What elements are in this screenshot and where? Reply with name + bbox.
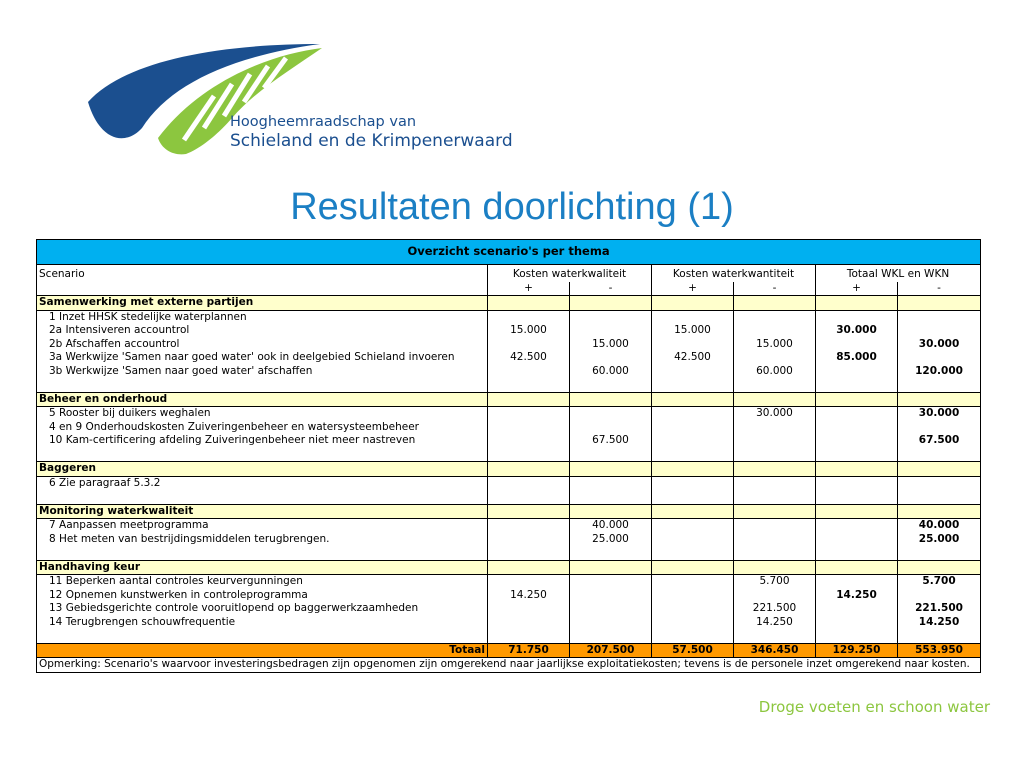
spacer-cell <box>570 490 652 504</box>
header-row <box>37 265 981 282</box>
total-value-cell <box>898 476 981 490</box>
total-value-cell <box>816 421 898 435</box>
cost-value-cell <box>734 351 816 365</box>
total-value-cell <box>898 310 981 324</box>
cost-group-header: Totaal WKL en WKN <box>816 265 981 282</box>
spacer-cell <box>816 546 898 560</box>
scenario-name: 3b Werkwijze 'Samen naar goed water' afschaffen <box>37 365 488 379</box>
spacer-cell <box>898 629 981 643</box>
cost-value-cell <box>652 575 734 589</box>
spacer-cell <box>816 448 898 462</box>
section-cell <box>652 560 734 575</box>
total-value-cell <box>898 324 981 338</box>
cost-value-cell <box>570 310 652 324</box>
cost-value-cell <box>652 421 734 435</box>
section-cell <box>570 462 652 477</box>
spacer-cell <box>734 490 816 504</box>
spacer-cell <box>488 448 570 462</box>
sign-header: - <box>898 282 981 296</box>
cost-value-cell <box>488 519 570 533</box>
section-title: Handhaving keur <box>37 560 488 575</box>
tagline: Droge voeten en schoon water <box>758 698 990 716</box>
cost-value-cell <box>570 351 652 365</box>
table-row <box>37 365 981 379</box>
cost-value-cell: 40.000 <box>570 519 652 533</box>
total-value-cell <box>816 533 898 547</box>
table-note: Opmerking: Scenario's waarvoor investeringsbedragen zijn opgenomen zijn omgerekend naar jaarlijkse exploitatiekosten; tevens is de personele inzet omgerekend naar kosten. <box>37 658 981 673</box>
section-cell <box>816 560 898 575</box>
cost-value-cell <box>652 310 734 324</box>
total-value-cell: 14.250 <box>898 616 981 630</box>
section-header-row <box>37 462 981 477</box>
cost-value-cell <box>734 421 816 435</box>
cost-value-cell: 14.250 <box>734 616 816 630</box>
scenario-name: 12 Opnemen kunstwerken in controleprogramma <box>37 589 488 603</box>
cost-value-cell <box>570 476 652 490</box>
scenario-name: 8 Het meten van bestrijdingsmiddelen terugbrengen. <box>37 533 488 547</box>
section-header-row <box>37 392 981 407</box>
total-value-cell <box>816 476 898 490</box>
section-cell <box>734 392 816 407</box>
section-header-row <box>37 296 981 311</box>
table-row <box>37 533 981 547</box>
cost-value-cell <box>570 616 652 630</box>
spacer-cell <box>488 629 570 643</box>
section-cell <box>898 504 981 519</box>
scenario-overview-table <box>36 239 981 673</box>
total-value-cell <box>816 575 898 589</box>
sign-header: + <box>488 282 570 296</box>
total-value-cell <box>898 421 981 435</box>
total-value-cell <box>816 338 898 352</box>
scenario-name: 7 Aanpassen meetprogramma <box>37 519 488 533</box>
spacer-cell <box>816 490 898 504</box>
total-value-cell: 40.000 <box>898 519 981 533</box>
table-caption: Overzicht scenario's per thema <box>37 240 981 265</box>
total-value: 71.750 <box>488 643 570 658</box>
spacer-cell <box>488 546 570 560</box>
section-spacer-row <box>37 448 981 462</box>
scenario-name: 2b Afschaffen accountrol <box>37 338 488 352</box>
cost-value-cell: 14.250 <box>488 589 570 603</box>
cost-value-cell <box>652 338 734 352</box>
scenario-name: 6 Zie paragraaf 5.3.2 <box>37 476 488 490</box>
organization-name <box>230 114 513 151</box>
org-name-line1: Hoogheemraadschap van <box>230 114 417 130</box>
spacer-cell <box>816 629 898 643</box>
cost-value-cell <box>570 421 652 435</box>
table-row <box>37 351 981 365</box>
spacer-cell <box>898 378 981 392</box>
total-value-cell <box>816 602 898 616</box>
section-cell <box>898 392 981 407</box>
spacer-cell <box>37 546 488 560</box>
table-row <box>37 602 981 616</box>
cost-group-header: Kosten waterkwaliteit <box>488 265 652 282</box>
total-value-cell: 5.700 <box>898 575 981 589</box>
cost-value-cell <box>488 310 570 324</box>
section-title: Beheer en onderhoud <box>37 392 488 407</box>
sign-header: - <box>570 282 652 296</box>
total-value-cell: 120.000 <box>898 365 981 379</box>
scenario-column-header: Scenario <box>37 265 488 282</box>
cost-value-cell: 15.000 <box>734 338 816 352</box>
cost-value-cell: 15.000 <box>652 324 734 338</box>
cost-value-cell <box>652 365 734 379</box>
cost-value-cell <box>488 616 570 630</box>
cost-value-cell: 15.000 <box>570 338 652 352</box>
cost-value-cell: 42.500 <box>488 351 570 365</box>
scenario-name: 2a Intensiveren accountrol <box>37 324 488 338</box>
table-row <box>37 421 981 435</box>
totals-row <box>37 643 981 658</box>
note-row <box>37 658 981 673</box>
spacer-cell <box>37 629 488 643</box>
spacer-cell <box>488 378 570 392</box>
spacer-cell <box>898 490 981 504</box>
section-cell <box>734 296 816 311</box>
cost-value-cell <box>652 519 734 533</box>
cost-value-cell <box>734 324 816 338</box>
cost-value-cell <box>652 434 734 448</box>
total-value-cell <box>816 519 898 533</box>
cost-value-cell <box>570 575 652 589</box>
cost-value-cell <box>488 476 570 490</box>
section-cell <box>488 392 570 407</box>
table-row <box>37 324 981 338</box>
section-cell <box>652 462 734 477</box>
section-cell <box>570 560 652 575</box>
table-row <box>37 476 981 490</box>
total-value-cell <box>898 351 981 365</box>
section-cell <box>570 504 652 519</box>
cost-value-cell <box>652 476 734 490</box>
section-cell <box>734 560 816 575</box>
total-value-cell: 85.000 <box>816 351 898 365</box>
spacer-cell <box>734 546 816 560</box>
spacer-cell <box>734 378 816 392</box>
section-cell <box>488 462 570 477</box>
cost-value-cell <box>652 407 734 421</box>
section-cell <box>816 392 898 407</box>
cost-value-cell <box>652 533 734 547</box>
spacer-cell <box>37 490 488 504</box>
scenario-name: 14 Terugbrengen schouwfrequentie <box>37 616 488 630</box>
sign-row <box>37 282 981 296</box>
sign-header: + <box>816 282 898 296</box>
spacer-cell <box>734 629 816 643</box>
section-cell <box>734 462 816 477</box>
spacer-cell <box>570 448 652 462</box>
table-row <box>37 434 981 448</box>
totals-label: Totaal <box>37 643 488 658</box>
total-value-cell: 67.500 <box>898 434 981 448</box>
section-cell <box>652 392 734 407</box>
cost-value-cell <box>570 589 652 603</box>
section-spacer-row <box>37 629 981 643</box>
section-header-row <box>37 560 981 575</box>
total-value: 346.450 <box>734 643 816 658</box>
total-value-cell <box>898 589 981 603</box>
section-cell <box>898 462 981 477</box>
scenario-name: 1 Inzet HHSK stedelijke waterplannen <box>37 310 488 324</box>
cost-value-cell <box>488 602 570 616</box>
section-cell <box>488 560 570 575</box>
sign-header: - <box>734 282 816 296</box>
total-value-cell: 221.500 <box>898 602 981 616</box>
section-title: Baggeren <box>37 462 488 477</box>
cost-value-cell <box>488 407 570 421</box>
section-cell <box>652 296 734 311</box>
org-name-line2: Schieland en de Krimpenerwaard <box>230 131 513 151</box>
section-title: Samenwerking met externe partijen <box>37 296 488 311</box>
cost-value-cell <box>488 434 570 448</box>
scenario-name: 10 Kam-certificering afdeling Zuiveringenbeheer niet meer nastreven <box>37 434 488 448</box>
cost-value-cell: 30.000 <box>734 407 816 421</box>
scenario-name: 5 Rooster bij duikers weghalen <box>37 407 488 421</box>
cost-value-cell <box>652 589 734 603</box>
total-value: 553.950 <box>898 643 981 658</box>
total-value-cell: 30.000 <box>898 407 981 421</box>
total-value-cell: 30.000 <box>898 338 981 352</box>
cost-value-cell <box>734 533 816 547</box>
spacer-cell <box>898 546 981 560</box>
section-cell <box>488 504 570 519</box>
cost-value-cell <box>570 407 652 421</box>
section-header-row <box>37 504 981 519</box>
total-value: 129.250 <box>816 643 898 658</box>
cost-value-cell: 221.500 <box>734 602 816 616</box>
cost-value-cell: 60.000 <box>570 365 652 379</box>
section-cell <box>488 296 570 311</box>
section-cell <box>816 462 898 477</box>
section-cell <box>570 392 652 407</box>
scenario-name: 4 en 9 Onderhoudskosten Zuiveringenbeheer en watersysteembeheer <box>37 421 488 435</box>
cost-value-cell <box>488 575 570 589</box>
section-title: Monitoring waterkwaliteit <box>37 504 488 519</box>
cost-value-cell <box>570 324 652 338</box>
section-cell <box>816 296 898 311</box>
section-spacer-row <box>37 546 981 560</box>
table-caption-row <box>37 240 981 265</box>
spacer-cell <box>570 378 652 392</box>
section-spacer-row <box>37 378 981 392</box>
spacer-cell <box>898 448 981 462</box>
section-spacer-row <box>37 490 981 504</box>
spacer-cell <box>570 629 652 643</box>
table-row <box>37 589 981 603</box>
cost-value-cell: 60.000 <box>734 365 816 379</box>
table-row <box>37 310 981 324</box>
cost-value-cell: 5.700 <box>734 575 816 589</box>
cost-value-cell <box>734 589 816 603</box>
spacer-cell <box>652 378 734 392</box>
total-value: 57.500 <box>652 643 734 658</box>
total-value-cell: 14.250 <box>816 589 898 603</box>
cost-value-cell <box>734 434 816 448</box>
cost-value-cell: 25.000 <box>570 533 652 547</box>
table-row <box>37 519 981 533</box>
cost-value-cell <box>488 421 570 435</box>
spacer-cell <box>652 629 734 643</box>
spacer-cell <box>488 490 570 504</box>
spacer-cell <box>734 448 816 462</box>
cost-group-header: Kosten waterkwantiteit <box>652 265 816 282</box>
table-row <box>37 616 981 630</box>
scenario-name: 11 Beperken aantal controles keurvergunningen <box>37 575 488 589</box>
table-row <box>37 338 981 352</box>
sign-row-spacer <box>37 282 488 296</box>
spacer-cell <box>570 546 652 560</box>
cost-value-cell <box>488 533 570 547</box>
spacer-cell <box>37 378 488 392</box>
cost-value-cell <box>488 365 570 379</box>
section-cell <box>570 296 652 311</box>
cost-value-cell <box>488 338 570 352</box>
total-value-cell: 30.000 <box>816 324 898 338</box>
cost-value-cell: 67.500 <box>570 434 652 448</box>
section-cell <box>652 504 734 519</box>
cost-value-cell: 42.500 <box>652 351 734 365</box>
spacer-cell <box>37 448 488 462</box>
table-row <box>37 407 981 421</box>
total-value-cell <box>816 616 898 630</box>
scenario-name: 13 Gebiedsgerichte controle vooruitlopend op baggerwerkzaamheden <box>37 602 488 616</box>
cost-value-cell <box>734 519 816 533</box>
total-value-cell <box>816 434 898 448</box>
total-value: 207.500 <box>570 643 652 658</box>
section-cell <box>898 560 981 575</box>
spacer-cell <box>652 546 734 560</box>
section-cell <box>898 296 981 311</box>
total-value-cell: 25.000 <box>898 533 981 547</box>
total-value-cell <box>816 310 898 324</box>
sign-header: + <box>652 282 734 296</box>
section-cell <box>816 504 898 519</box>
spacer-cell <box>816 378 898 392</box>
cost-value-cell: 15.000 <box>488 324 570 338</box>
spacer-cell <box>652 448 734 462</box>
slide-title: Resultaten doorlichting (1) <box>290 186 734 228</box>
total-value-cell <box>816 407 898 421</box>
spacer-cell <box>652 490 734 504</box>
section-cell <box>734 504 816 519</box>
total-value-cell <box>816 365 898 379</box>
cost-value-cell <box>734 310 816 324</box>
cost-value-cell <box>652 602 734 616</box>
cost-value-cell <box>570 602 652 616</box>
cost-value-cell <box>652 616 734 630</box>
table-row <box>37 575 981 589</box>
cost-value-cell <box>734 476 816 490</box>
scenario-name: 3a Werkwijze 'Samen naar goed water' ook in deelgebied Schieland invoeren <box>37 351 488 365</box>
